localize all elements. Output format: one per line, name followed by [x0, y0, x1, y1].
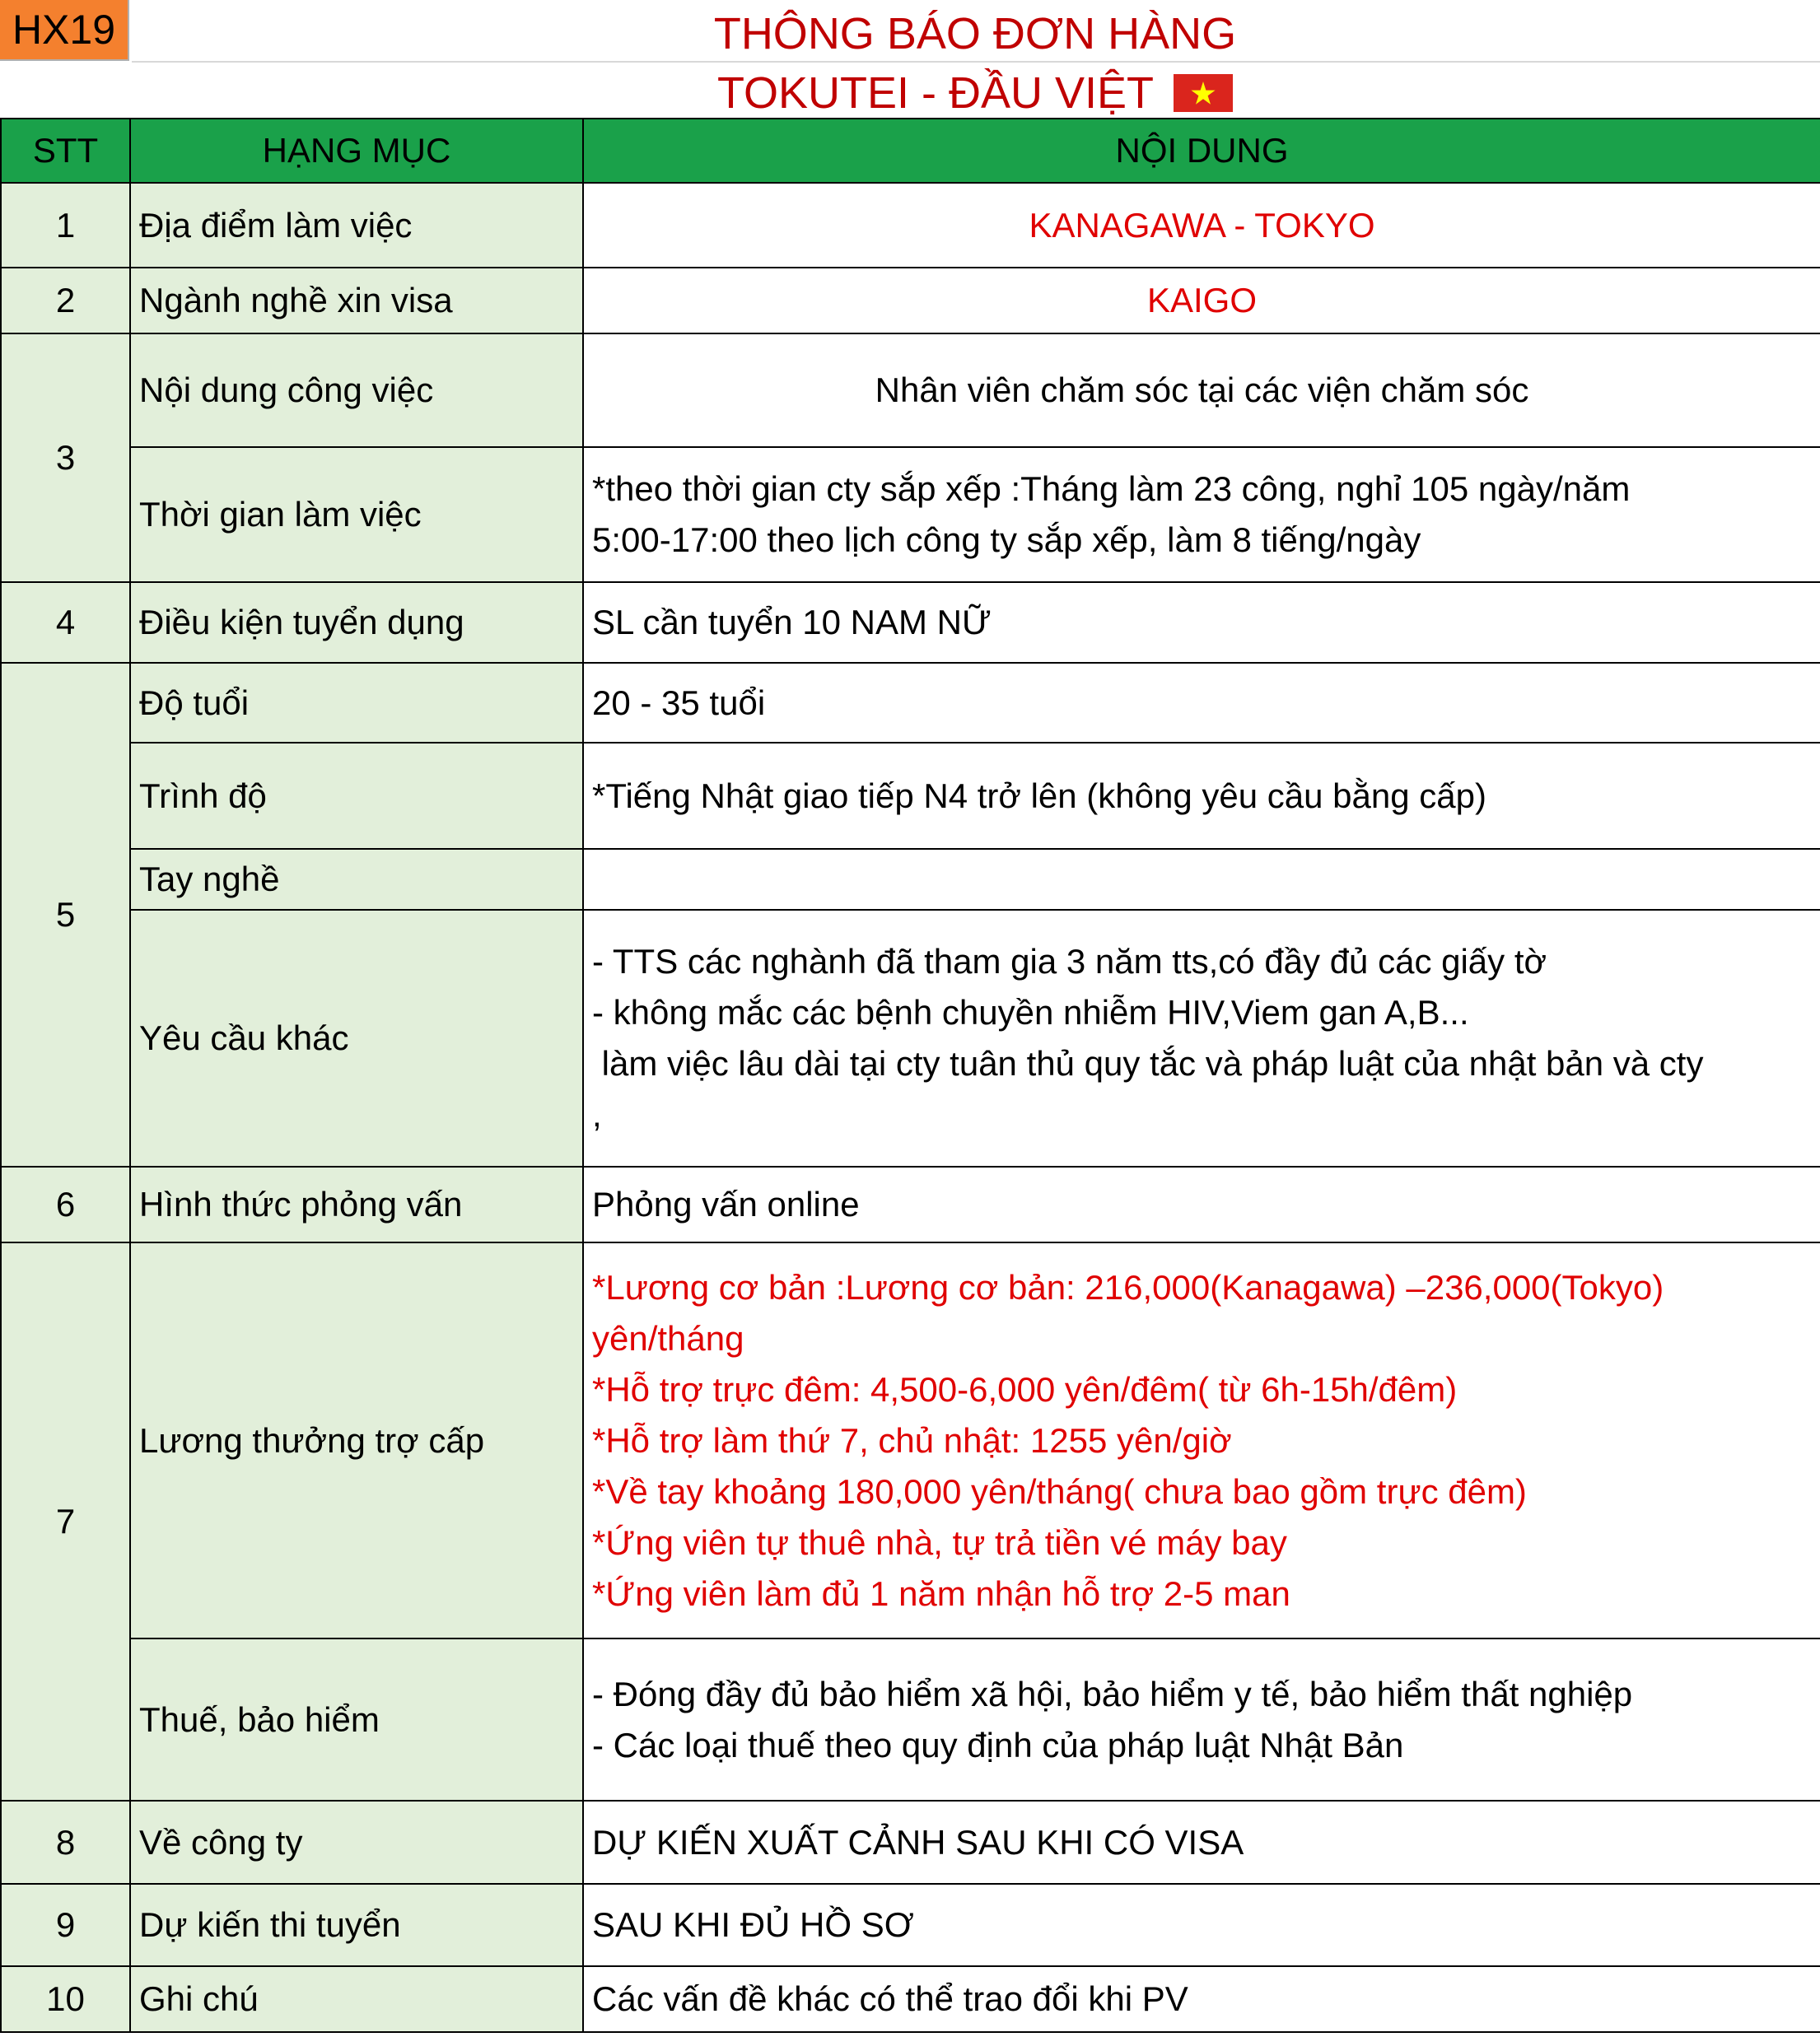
- column-header-category: HẠNG MỤC: [130, 119, 583, 183]
- row-number: 9: [1, 1884, 130, 1966]
- table-row: [1, 183, 1820, 268]
- job-description-value: Nhân viên chăm sóc tại các viện chăm sóc: [583, 333, 1820, 447]
- vietnam-flag-icon: [1174, 74, 1233, 112]
- row-label: Thời gian làm việc: [130, 447, 583, 582]
- text-line: *Lương cơ bản :Lương cơ bản: 216,000(Kanagawa) –236,000(Tokyo): [592, 1267, 1664, 1307]
- salary-benefits-value: [583, 1242, 1820, 1638]
- row-label: Ghi chú: [130, 1966, 583, 2032]
- work-location-value: KANAGAWA - TOKYO: [583, 183, 1820, 268]
- order-details-table: [0, 118, 1820, 2033]
- table-row: [1, 447, 1820, 582]
- text-line: - Đóng đầy đủ bảo hiểm xã hội, bảo hiểm y tế, bảo hiểm thất nghiệp: [592, 1674, 1633, 1713]
- table-row: [1, 910, 1820, 1167]
- visa-industry-value: KAIGO: [583, 268, 1820, 333]
- text-line: 5:00-17:00 theo lịch công ty sắp xếp, làm 8 tiếng/ngày: [592, 520, 1421, 559]
- table-header-row: [1, 119, 1820, 183]
- table-row: [1, 849, 1820, 910]
- row-number: 1: [1, 183, 130, 268]
- text-line: yên/tháng: [592, 1318, 744, 1358]
- age-value: 20 - 35 tuổi: [583, 663, 1820, 743]
- row-label: Lương thưởng trợ cấp: [130, 1242, 583, 1638]
- text-line: *theo thời gian cty sắp xếp :Tháng làm 23 công, nghỉ 105 ngày/năm: [592, 469, 1631, 508]
- table-row: [1, 1966, 1820, 2032]
- table-row: [1, 333, 1820, 447]
- title-divider: [132, 61, 1820, 63]
- row-label: Nội dung công việc: [130, 333, 583, 447]
- text-line: - TTS các nghành đã tham gia 3 năm tts,có đầy đủ các giấy tờ: [592, 942, 1547, 981]
- interview-format-value: Phỏng vấn online: [583, 1167, 1820, 1242]
- table-row: [1, 1884, 1820, 1966]
- row-label: Điều kiện tuyển dụng: [130, 582, 583, 663]
- row-number: 10: [1, 1966, 130, 2032]
- row-number: 6: [1, 1167, 130, 1242]
- language-level-value: *Tiếng Nhật giao tiếp N4 trở lên (không yêu cầu bằng cấp): [583, 743, 1820, 849]
- row-label: Độ tuổi: [130, 663, 583, 743]
- table-row: [1, 582, 1820, 663]
- row-label: Dự kiến thi tuyển: [130, 1884, 583, 1966]
- row-label: Hình thức phỏng vấn: [130, 1167, 583, 1242]
- row-label: Về công ty: [130, 1801, 583, 1884]
- row-label: Ngành nghề xin visa: [130, 268, 583, 333]
- row-label: Thuế, bảo hiểm: [130, 1638, 583, 1801]
- text-line: *Ứng viên tự thuê nhà, tự trả tiền vé máy bay: [592, 1522, 1287, 1562]
- table-row: [1, 1242, 1820, 1638]
- table-row: [1, 663, 1820, 743]
- table-row: [1, 1638, 1820, 1801]
- page-title: THÔNG BÁO ĐƠN HÀNG: [713, 9, 1237, 58]
- text-line: *Hỗ trợ làm thứ 7, chủ nhật: 1255 yên/giờ: [592, 1420, 1232, 1460]
- table-row: [1, 1801, 1820, 1884]
- exam-schedule-value: SAU KHI ĐỦ HỒ SƠ: [583, 1884, 1820, 1966]
- row-number: 2: [1, 268, 130, 333]
- text-line: làm việc lâu dài tại cty tuân thủ quy tắc và pháp luật của nhật bản và cty: [592, 1044, 1704, 1083]
- row-number: 5: [1, 663, 130, 1167]
- text-line: ,: [592, 1095, 602, 1134]
- row-number: 3: [1, 333, 130, 582]
- order-code-badge: HX19: [0, 0, 129, 61]
- row-label: Địa điểm làm việc: [130, 183, 583, 268]
- other-requirements-value: [583, 910, 1820, 1167]
- table-row: [1, 1167, 1820, 1242]
- company-info-value: DỰ KIẾN XUẤT CẢNH SAU KHI CÓ VISA: [583, 1801, 1820, 1884]
- row-label: Yêu cầu khác: [130, 910, 583, 1167]
- row-label: Trình độ: [130, 743, 583, 849]
- skill-value: [583, 849, 1820, 910]
- column-header-content: NỘI DUNG: [583, 119, 1820, 183]
- row-number: 8: [1, 1801, 130, 1884]
- working-hours-value: [583, 447, 1820, 582]
- text-line: *Hỗ trợ trực đêm: 4,500-6,000 yên/đêm( từ 6h-15h/đêm): [592, 1369, 1458, 1409]
- row-number: 7: [1, 1242, 130, 1801]
- row-label: Tay nghề: [130, 849, 583, 910]
- recruitment-condition-value: SL cần tuyển 10 NAM NỮ: [583, 582, 1820, 663]
- text-line: - không mắc các bệnh chuyền nhiễm HIV,Viem gan A,B...: [592, 993, 1469, 1032]
- row-number: 4: [1, 582, 130, 663]
- text-line: *Ứng viên làm đủ 1 năm nhận hỗ trợ 2-5 man: [592, 1573, 1290, 1613]
- text-line: *Về tay khoảng 180,000 yên/tháng( chưa bao gồm trực đêm): [592, 1471, 1527, 1511]
- table-row: [1, 268, 1820, 333]
- table-row: [1, 743, 1820, 849]
- page-subtitle-text: TOKUTEI - ĐẦU VIỆT: [716, 68, 1155, 118]
- notes-value: Các vấn đề khác có thể trao đổi khi PV: [583, 1966, 1820, 2032]
- page-subtitle: [132, 64, 1818, 122]
- tax-insurance-value: [583, 1638, 1820, 1801]
- text-line: - Các loại thuế theo quy định của pháp luật Nhật Bản: [592, 1725, 1404, 1764]
- column-header-stt: STT: [1, 119, 130, 183]
